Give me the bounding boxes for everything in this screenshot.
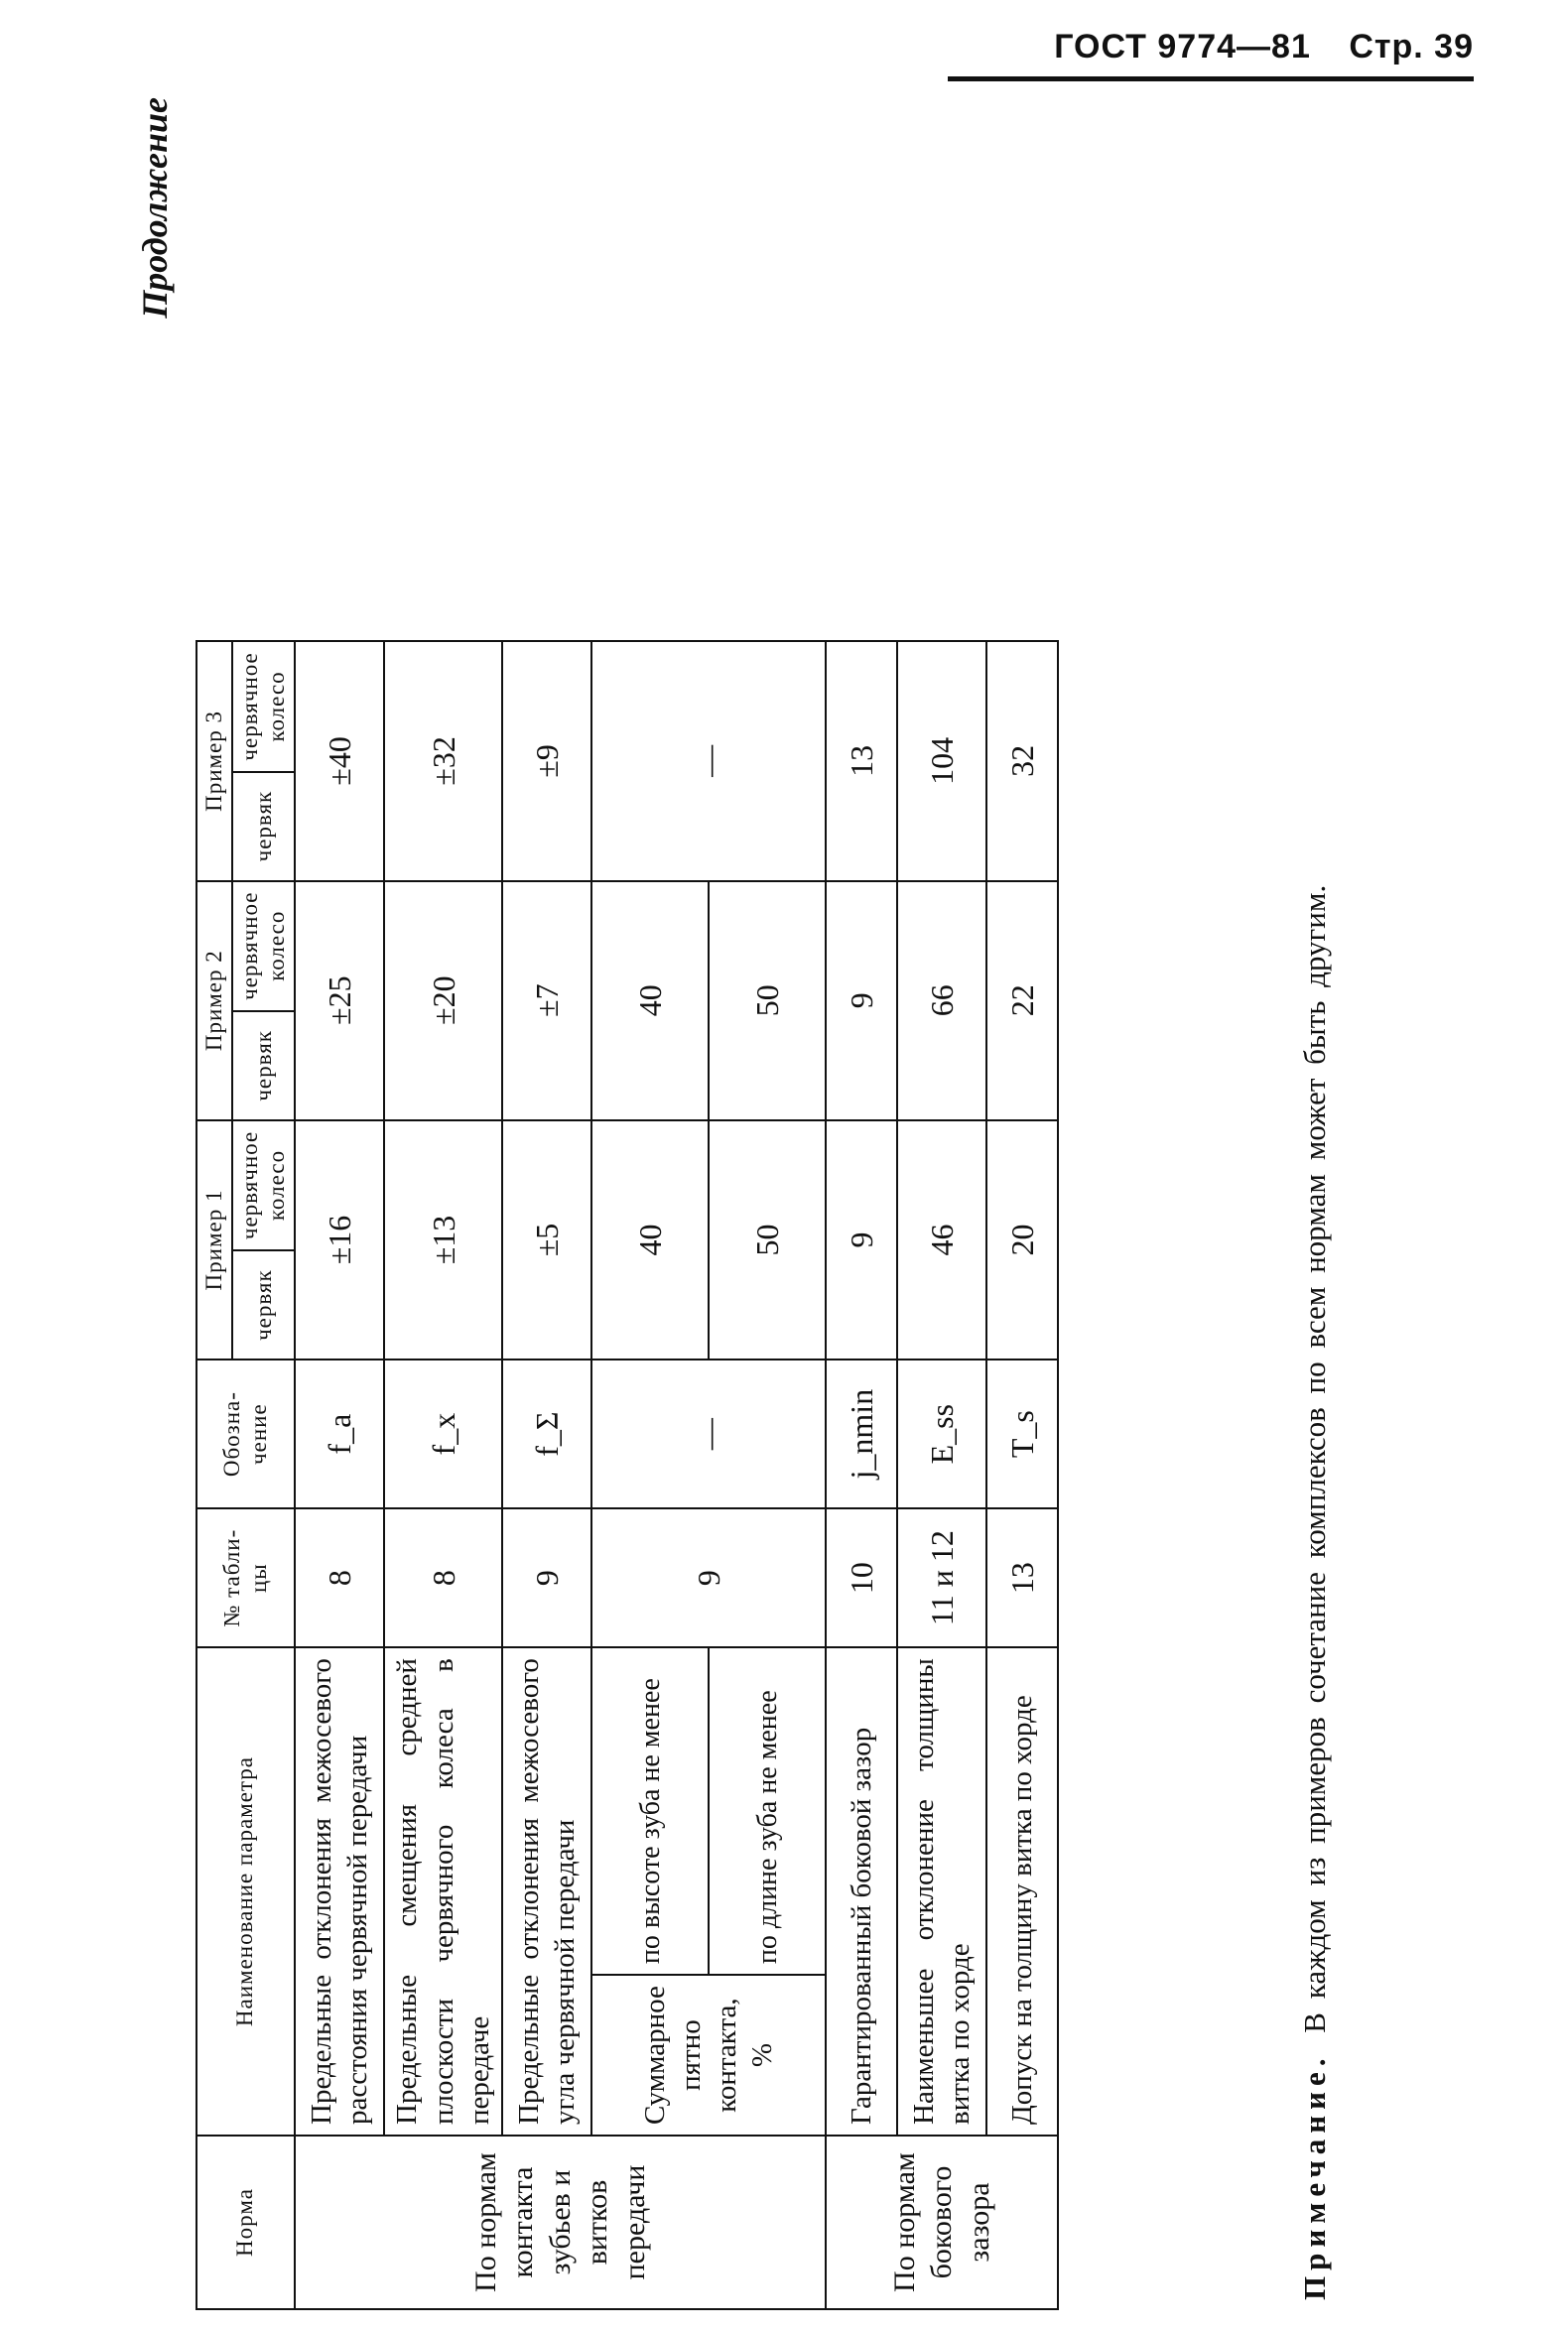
col-ex3-wheel: червячное колесо (232, 641, 295, 771)
header-row (196, 641, 232, 2309)
col-param-name: Наименование параметра (196, 1647, 295, 2136)
example2-value: ±20 (384, 881, 502, 1120)
designation: f_a (295, 1360, 384, 1508)
designation: — (591, 1360, 826, 1508)
example1-value: 9 (826, 1120, 897, 1360)
example2-value: 50 (709, 881, 826, 1120)
col-designation: Обозна- чение (196, 1360, 295, 1508)
example2-value: 22 (986, 881, 1058, 1120)
param-name: Гарантированный боковой зазор (826, 1647, 897, 2136)
table-number: 9 (502, 1508, 591, 1647)
norms-table (196, 640, 1059, 2310)
param-name: Предельные смещения средней плоскости червячного колеса в передаче (384, 1647, 502, 2136)
designation: T_s (986, 1360, 1058, 1508)
col-ex3-worm: червяк (232, 772, 295, 881)
designation: E_ss (897, 1360, 986, 1508)
group-backlash-norms: По нормам бокового зазора (826, 2136, 1058, 2309)
param-name: Предельные отклонения межосевого угла червячной передачи (502, 1647, 591, 2136)
example2-value: ±7 (502, 881, 591, 1120)
table-number: 13 (986, 1508, 1058, 1647)
example1-value: 46 (897, 1120, 986, 1360)
table-row (826, 641, 897, 2309)
example3-value: ±40 (295, 641, 384, 880)
example2-value: ±25 (295, 881, 384, 1120)
designation: f_x (384, 1360, 502, 1508)
param-name: Предельные отклонения межосевого расстояния червячной передачи (295, 1647, 384, 2136)
table-row (295, 641, 384, 2309)
standard-number: ГОСТ 9774—81 (1054, 28, 1311, 65)
col-example-3: Пример 3 (196, 641, 232, 880)
example1-value: 40 (591, 1120, 709, 1360)
example1-value: 20 (986, 1120, 1058, 1360)
note-text: В каждом из примеров сочетание комплексов по всем нормам может быть другим. (1297, 884, 1332, 2033)
col-table-no: № табли- цы (196, 1508, 295, 1647)
example1-value: ±16 (295, 1120, 384, 1360)
example3-value: — (591, 641, 826, 880)
table-row (986, 641, 1058, 2309)
table-row (897, 641, 986, 2309)
page-number: Стр. 39 (1349, 28, 1474, 65)
example1-value: ±13 (384, 1120, 502, 1360)
example1-value: 50 (709, 1120, 826, 1360)
table-row (502, 641, 591, 2309)
col-ex2-wheel: червячное колесо (232, 881, 295, 1011)
example2-value: 66 (897, 881, 986, 1120)
rotated-page-body (134, 87, 1365, 2310)
table-number: 9 (591, 1508, 826, 1647)
param-subname: по длине зуба не менее (709, 1647, 826, 1975)
designation: j_nmin (826, 1360, 897, 1508)
example3-value: 13 (826, 641, 897, 880)
param-subname: по высоте зуба не менее (591, 1647, 709, 1975)
param-name: Допуск на толщину витка по хорде (986, 1647, 1058, 2136)
table-number: 8 (384, 1508, 502, 1647)
col-ex1-worm: червяк (232, 1250, 295, 1360)
page-header (948, 28, 1474, 81)
example3-value: 32 (986, 641, 1058, 880)
example2-value: 40 (591, 881, 709, 1120)
param-name: Наименьшее отклонение толщины витка по хорде (897, 1647, 986, 2136)
example3-value: 104 (897, 641, 986, 880)
table-row (591, 641, 709, 2309)
example3-value: ±32 (384, 641, 502, 880)
table-note (1297, 167, 1333, 2300)
example1-value: ±5 (502, 1120, 591, 1360)
table-number: 10 (826, 1508, 897, 1647)
col-ex1-wheel: червячное колесо (232, 1120, 295, 1250)
table-number: 8 (295, 1508, 384, 1647)
designation: f_Σ (502, 1360, 591, 1508)
example3-value: ±9 (502, 641, 591, 880)
col-norm: Норма (196, 2136, 295, 2309)
note-label: Примечание. (1297, 2052, 1332, 2300)
table-number: 11 и 12 (897, 1508, 986, 1647)
group-contact-norms: По нормам контакта зубьев и витков передачи (295, 2136, 826, 2309)
col-example-1: Пример 1 (196, 1120, 232, 1360)
table-row (384, 641, 502, 2309)
example2-value: 9 (826, 881, 897, 1120)
param-name: Суммарное пятно контакта, % (591, 1975, 826, 2136)
col-example-2: Пример 2 (196, 881, 232, 1120)
continuation-label: Продолжение (135, 97, 175, 319)
col-ex2-worm: червяк (232, 1011, 295, 1120)
